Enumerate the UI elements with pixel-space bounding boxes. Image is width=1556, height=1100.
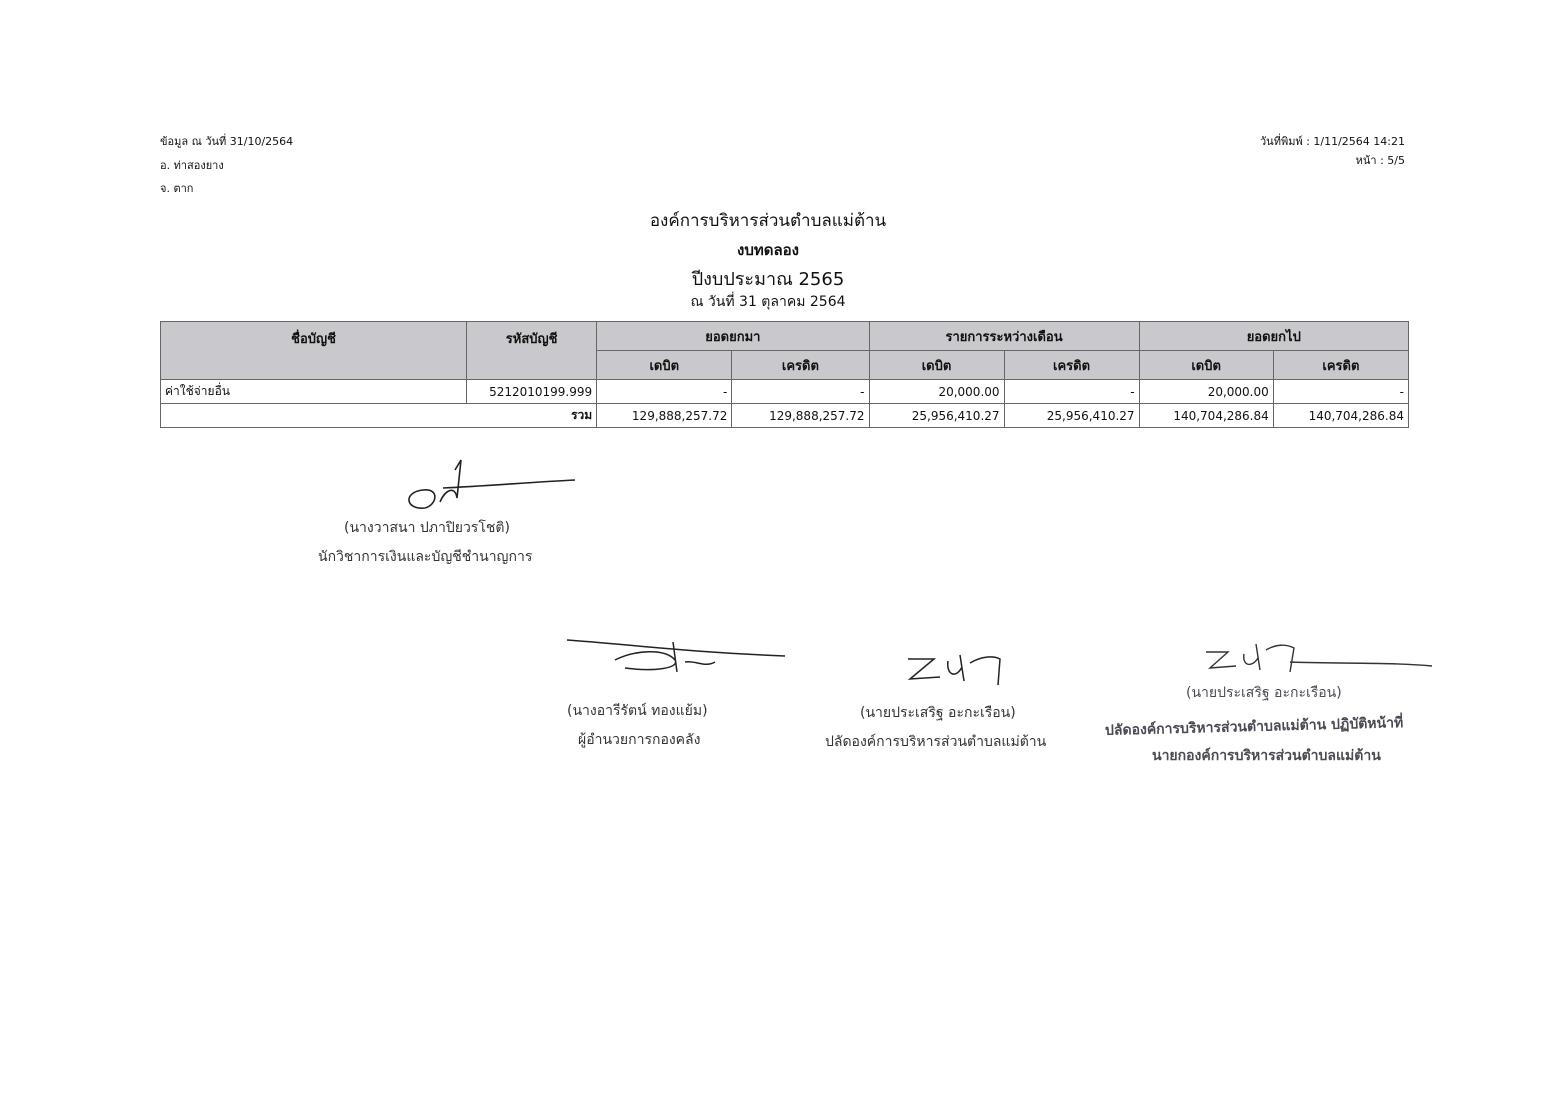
data-as-of: ข้อมูล ณ วันที่ 31/10/2564	[160, 135, 294, 148]
account-code: 5212010199.999	[467, 380, 597, 404]
col-account-name: ชื่อบัญชี	[161, 322, 467, 380]
total-label: รวม	[161, 404, 597, 428]
deputy-signature	[900, 645, 1010, 695]
table-row	[161, 380, 1409, 404]
col-bf-debit: เดบิต	[597, 351, 732, 380]
page-number: หน้า : 5/5	[1355, 154, 1405, 167]
col-carried-forward: ยอดยกไป	[1139, 322, 1408, 351]
finance-director-name: (นางอารีรัตน์ ทองแย้ม)	[567, 703, 708, 719]
finance-director-signature	[565, 632, 795, 682]
trial-balance-table	[160, 321, 1409, 428]
preparer-title: นักวิชาการเงินและบัญชีชำนาญการ	[318, 549, 533, 565]
total-cf-credit: 140,704,286.84	[1273, 404, 1408, 428]
account-name: ค่าใช้จ่ายอื่น	[161, 380, 467, 404]
total-row	[161, 404, 1409, 428]
fiscal-year: ปีงบประมาณ 2565	[691, 269, 845, 290]
cf-credit: -	[1273, 380, 1408, 404]
col-bf-credit: เครดิต	[732, 351, 869, 380]
col-m-debit: เดบิต	[869, 351, 1004, 380]
col-brought-forward: ยอดยกมา	[597, 322, 869, 351]
stamp-line-2: นายกองค์การบริหารส่วนตำบลแม่ต้าน	[1152, 748, 1381, 764]
total-cf-debit: 140,704,286.84	[1139, 404, 1273, 428]
cf-debit: 20,000.00	[1139, 380, 1273, 404]
total-bf-debit: 129,888,257.72	[597, 404, 732, 428]
deputy-name: (นายประเสริฐ อะกะเรือน)	[860, 705, 1016, 721]
district: อ. ท่าสองยาง	[160, 159, 224, 172]
total-m-credit: 25,956,410.27	[1004, 404, 1139, 428]
total-m-debit: 25,956,410.27	[869, 404, 1004, 428]
print-date: วันที่พิมพ์ : 1/11/2564 14:21	[1260, 135, 1405, 148]
col-account-code: รหัสบัญชี	[467, 322, 597, 380]
m-credit: -	[1004, 380, 1139, 404]
stamp-name: (นายประเสริฐ อะกะเรือน)	[1186, 685, 1342, 701]
org-name: องค์การบริหารส่วนตำบลแม่ต้าน	[649, 211, 887, 231]
m-debit: 20,000.00	[869, 380, 1004, 404]
col-cf-credit: เครดิต	[1273, 351, 1408, 380]
as-of-date: ณ วันที่ 31 ตุลาคม 2564	[690, 294, 846, 310]
bf-debit: -	[597, 380, 732, 404]
finance-director-title: ผู้อำนวยการกองคลัง	[578, 732, 701, 748]
document-title: งบทดลอง	[737, 241, 799, 259]
preparer-name: (นางวาสนา ปภาปิยวรโชติ)	[344, 520, 510, 536]
col-cf-debit: เดบิต	[1139, 351, 1273, 380]
bf-credit: -	[732, 380, 869, 404]
col-during-month: รายการระหว่างเดือน	[869, 322, 1139, 351]
col-m-credit: เครดิต	[1004, 351, 1139, 380]
deputy-title: ปลัดองค์การบริหารส่วนตำบลแม่ต้าน	[825, 734, 1047, 750]
province: จ. ตาก	[160, 182, 194, 195]
total-bf-credit: 129,888,257.72	[732, 404, 869, 428]
stamp-line-1: ปลัดองค์การบริหารส่วนตำบลแม่ต้าน ปฏิบัติหน้าที่	[1104, 715, 1404, 739]
preparer-signature	[395, 450, 585, 520]
acting-mayor-signature	[1170, 632, 1440, 677]
